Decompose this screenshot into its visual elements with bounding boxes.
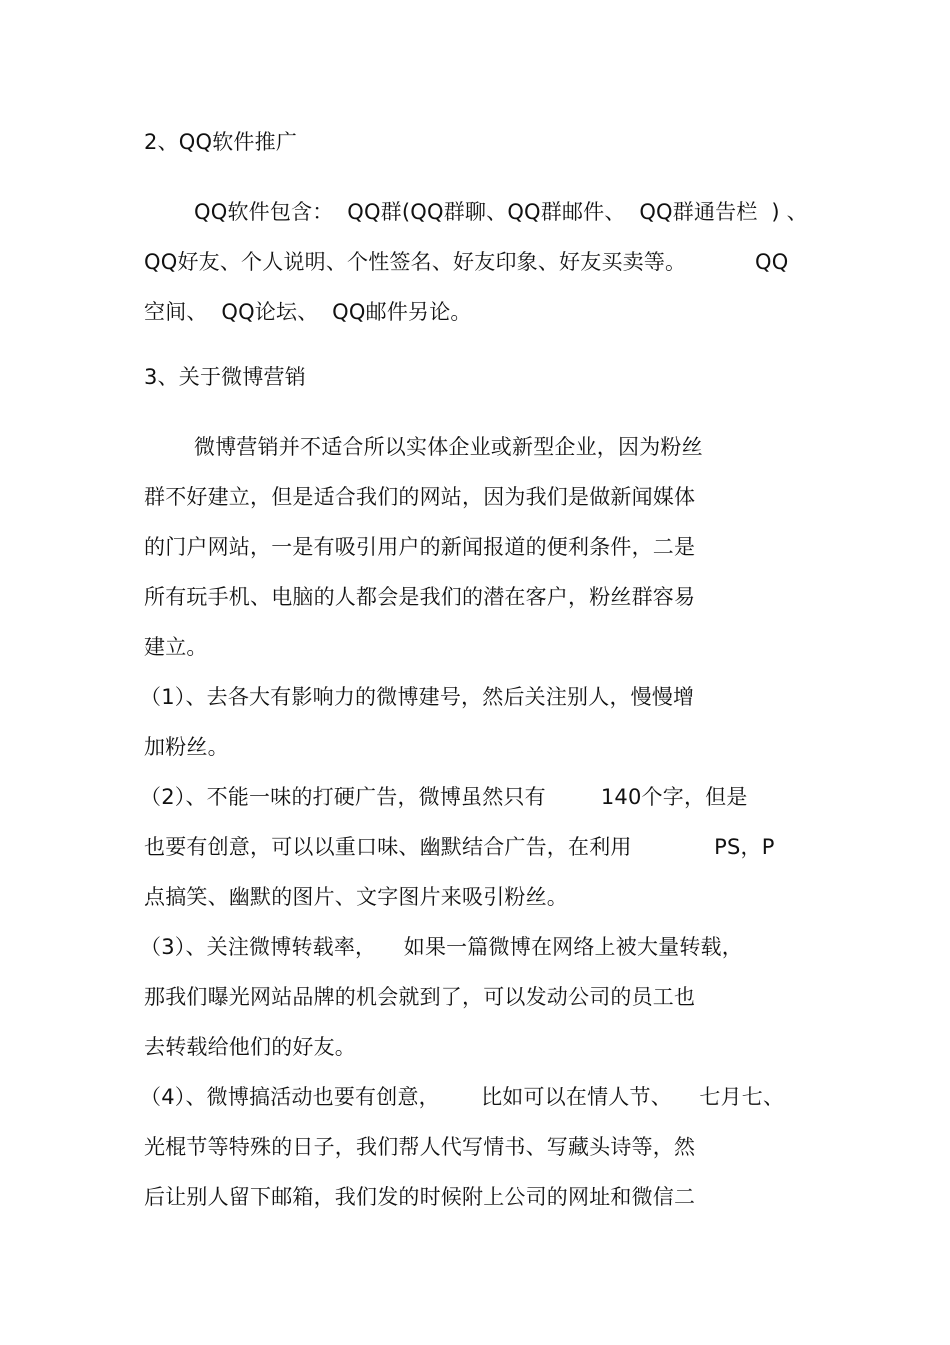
paragraph-line: 去转载给他们的好友。 [144, 1035, 356, 1059]
paragraph-line: 点搞笑、幽默的图片、文字图片来吸引粉丝。 [144, 885, 568, 909]
paragraph-line: QQ软件包含： QQ群(QQ群聊、QQ群邮件、 QQ群通告栏 ) 、 [194, 200, 808, 224]
paragraph-line: 也要有创意，可以以重口味、幽默结合广告，在利用 PS，P [144, 835, 775, 859]
paragraph-line: 群不好建立，但是适合我们的网站，因为我们是做新闻媒体 [144, 485, 696, 509]
paragraph-line: 光棍节等特殊的日子，我们帮人代写情书、写藏头诗等，然 [144, 1135, 696, 1159]
paragraph-line: 加粉丝。 [144, 735, 229, 759]
section-heading-qq-promotion: 2、QQ软件推广 [144, 130, 298, 154]
section-heading-weibo-marketing: 3、关于微博营销 [144, 365, 306, 389]
paragraph-line: 所有玩手机、电脑的人都会是我们的潜在客户，粉丝群容易 [144, 585, 696, 609]
list-item-4: （4）、微博搞活动也要有创意， 比如可以在情人节、 七月七、 [140, 1085, 785, 1109]
paragraph-line: 空间、 QQ论坛、 QQ邮件另论。 [144, 300, 472, 324]
paragraph-line: QQ好友、个人说明、个性签名、好友印象、好友买卖等。 QQ [144, 250, 789, 274]
paragraph-line: 后让别人留下邮箱，我们发的时候附上公司的网址和微信二 [144, 1185, 696, 1209]
paragraph-line: 的门户网站，一是有吸引用户的新闻报道的便利条件，二是 [144, 535, 696, 559]
list-item-1: （1）、去各大有影响力的微博建号，然后关注别人，慢慢增 [140, 685, 695, 709]
list-item-2: （2）、不能一味的打硬广告，微博虽然只有 140个字，但是 [140, 785, 748, 809]
list-item-3: （3）、关注微博转载率， 如果一篇微博在网络上被大量转载， [140, 935, 743, 959]
paragraph-line: 微博营销并不适合所以实体企业或新型企业，因为粉丝 [194, 435, 703, 459]
paragraph-line: 那我们曝光网站品牌的机会就到了，可以发动公司的员工也 [144, 985, 696, 1009]
paragraph-line: 建立。 [144, 635, 208, 659]
